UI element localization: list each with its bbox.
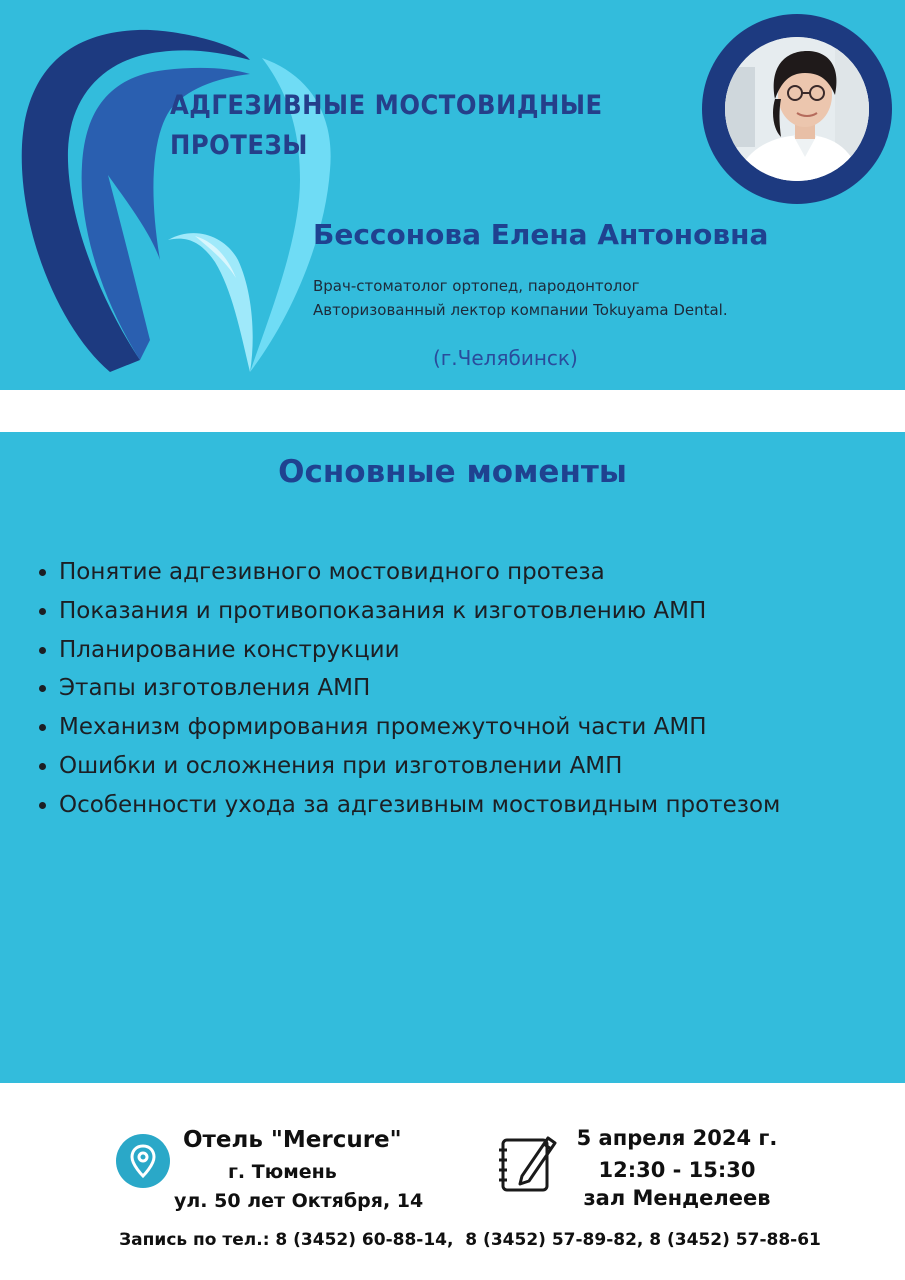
venue-city: г. Тюмень (228, 1161, 337, 1183)
key-points-list (59, 553, 780, 825)
venue-street: ул. 50 лет Октября, 14 (174, 1190, 424, 1212)
speaker-role-line-2: Авторизованный лектор компании Tokuyama Dental. (313, 301, 728, 319)
speaker-name: Бессонова Елена Антоновна (313, 218, 769, 251)
list-item: • Механизм формирования промежуточной части АМП (59, 708, 780, 747)
speaker-role-line-1: Врач-стоматолог ортопед, пародонтолог (313, 277, 640, 295)
speaker-city: (г.Челябинск) (433, 346, 578, 370)
main-panel (0, 432, 905, 1083)
event-hall: зал Менделеев (583, 1186, 771, 1210)
location-pin-icon (116, 1134, 170, 1188)
speaker-portrait-icon (725, 37, 869, 181)
list-item: • Понятие адгезивного мостовидного протеза (59, 553, 780, 592)
list-item: • Планирование конструкции (59, 631, 780, 670)
speaker-role (313, 274, 728, 322)
speaker-avatar (725, 37, 869, 181)
event-date: 5 апреля 2024 г. (576, 1126, 778, 1150)
event-time: 12:30 - 15:30 (598, 1158, 756, 1182)
list-item: • Особенности ухода за адгезивным мостовидным протезом (59, 786, 780, 825)
header-banner (0, 0, 905, 390)
title-line-1: АДГЕЗИВНЫЕ МОСТОВИДНЫЕ (170, 90, 603, 121)
notepad-pencil-icon (498, 1132, 560, 1194)
page-title (170, 86, 640, 166)
section-title: Основные моменты (278, 454, 627, 490)
list-item: • Ошибки и осложнения при изготовлении АМП (59, 747, 780, 786)
list-item: • Этапы изготовления АМП (59, 669, 780, 708)
tooth-outline-icon (0, 0, 360, 390)
list-item: • Показания и противопоказания к изготовлению АМП (59, 592, 780, 631)
title-line-2: ПРОТЕЗЫ (170, 130, 308, 161)
venue-name: Отель "Mercure" (183, 1127, 402, 1153)
registration-phones: Запись по тел.: 8 (3452) 60-88-14, 8 (3452) 57-89-82, 8 (3452) 57-88-61 (119, 1230, 821, 1250)
